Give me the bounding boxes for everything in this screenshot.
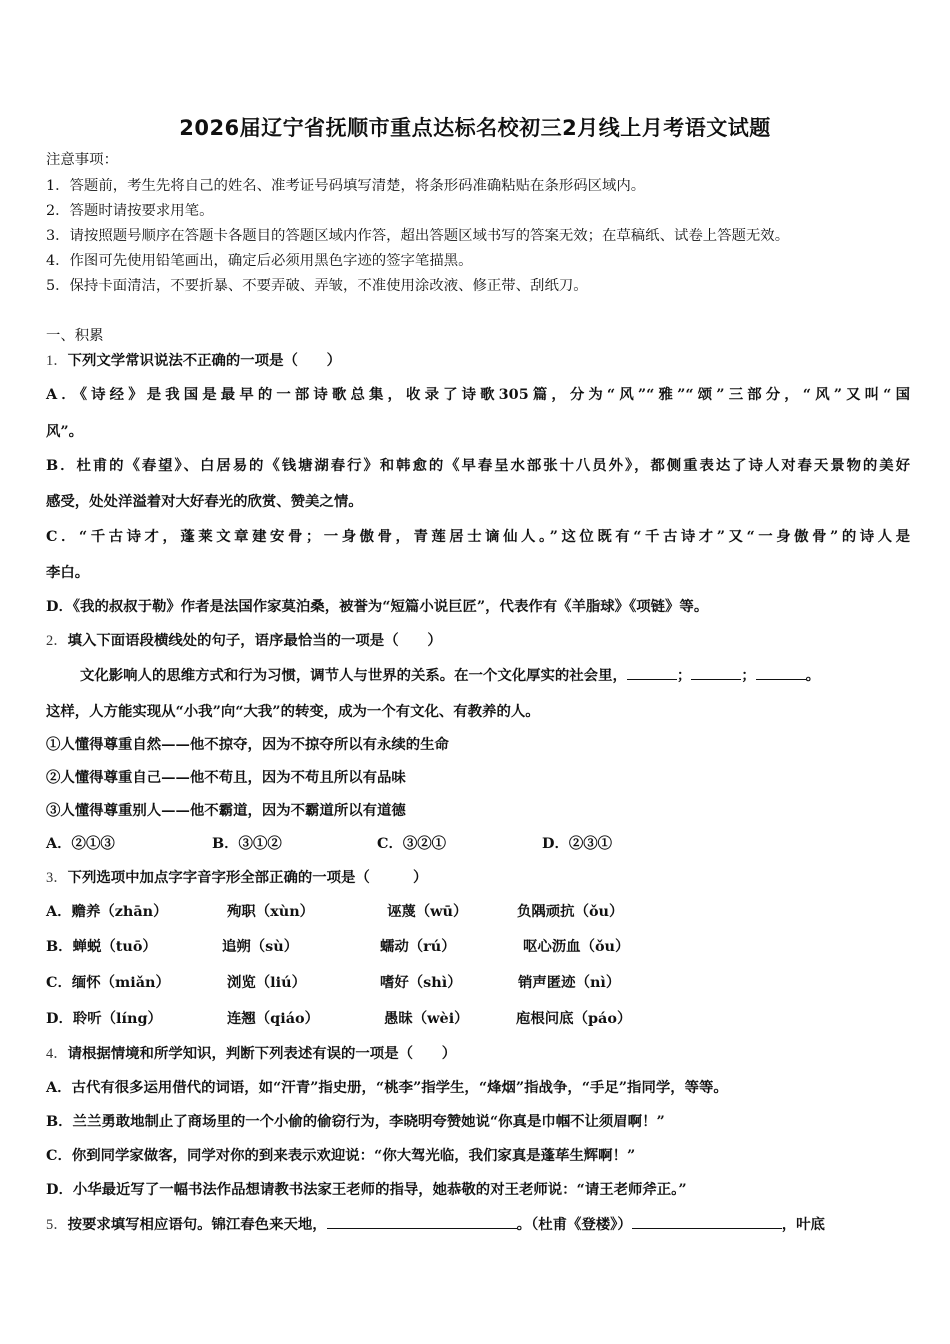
- notice-item: 4．作图可先使用铅笔画出，确定后必须用黑色字迹的签字笔描黑。: [46, 253, 473, 269]
- sentence-2: ②人懂得尊重自己——他不苟且，因为不苟且所以有品味: [46, 769, 406, 786]
- question-number: 2．: [46, 633, 68, 649]
- question-number: 1．: [46, 353, 68, 369]
- option-item: 愚昧（wèi）: [384, 1010, 469, 1027]
- option-c-cont: 李白。: [46, 564, 90, 581]
- notice-item: 3．请按照题号顺序在答题卡各题目的答题区域内作答，超出答题区域书写的答案无效；在草稿纸、试卷上答题无效。: [46, 228, 790, 244]
- option-b: B．蝉蜕（tuō）: [46, 938, 157, 955]
- fill-blank: [691, 665, 741, 680]
- option-item: 蠕动（rú）: [380, 938, 456, 955]
- sentence-3: ③人懂得尊重别人——他不霸道，因为不霸道所以有道德: [46, 802, 406, 819]
- notice-item: 5．保持卡面清洁，不要折暴、不要弄破、弄皱，不准使用涂改液、修正带、刮纸刀。: [46, 278, 588, 294]
- question-3-stem: 3．下列选项中加点字字音字形全部正确的一项是（ ）: [46, 869, 428, 886]
- option-d: D．②③①: [542, 835, 613, 852]
- notice-heading: 注意事项：: [46, 152, 118, 168]
- option-b: B．③①②: [212, 835, 282, 852]
- option-a-cont: 风”。: [46, 423, 84, 440]
- option-a: A．《诗经》是我国是最早的一部诗歌总集，收录了诗歌305篇，分为“风”“雅”“颂”三部分，“风”又叫“国: [46, 386, 910, 403]
- option-item: 负隅顽抗（ǒu）: [517, 903, 624, 920]
- option-a: A．②①③: [46, 835, 115, 852]
- option-a: A．赡养（zhān）: [46, 903, 168, 920]
- fill-blank: [756, 665, 806, 680]
- option-item: 庖根问底（páo）: [516, 1010, 632, 1027]
- option-b-cont: 感受，处处洋溢着对大好春光的欣赏、赞美之情。: [46, 493, 363, 510]
- question-number: 3．: [46, 870, 68, 886]
- option-item: 追朔（sù）: [222, 938, 299, 955]
- question-number: 4．: [46, 1046, 68, 1062]
- option-item: 浏览（liú）: [227, 974, 306, 991]
- passage-line: 文化影响人的思维方式和行为习惯，调节人与世界的关系。在一个文化厚实的社会里， ； ； 。: [80, 667, 821, 684]
- question-4-stem: 4．请根据情境和所学知识，判断下列表述有误的一项是（ ）: [46, 1045, 457, 1062]
- option-b: B．兰兰勇敢地制止了商场里的一个小偷的偷窃行为，李晓明夸赞她说“你真是巾帼不让须眉啊！”: [46, 1113, 665, 1130]
- question-2-stem: 2．填入下面语段横线处的句子，语序最恰当的一项是（ ）: [46, 632, 442, 649]
- option-item: 连翘（qiáo）: [227, 1010, 320, 1027]
- option-c: C．“千古诗才，蓬莱文章建安骨；一身傲骨，青莲居士谪仙人。”这位既有“千古诗才”又“一身傲骨”的诗人是: [46, 528, 910, 545]
- passage-line: 这样，人方能实现从“小我”向“大我”的转变，成为一个有文化、有教养的人。: [46, 703, 540, 720]
- option-c: C．你到同学家做客，同学对你的到来表示欢迎说：“你大驾光临，我们家真是蓬荜生辉啊！”: [46, 1147, 636, 1164]
- fill-blank: [327, 1214, 517, 1229]
- option-item: 嗜好（shì）: [380, 974, 462, 991]
- option-a: A．古代有很多运用借代的词语，如“汗青”指史册，“桃李”指学生，“烽烟”指战争，“手足”指同学，等等。: [46, 1079, 728, 1096]
- option-c: C．缅怀（miǎn）: [46, 974, 170, 991]
- option-item: 呕心沥血（ǒu）: [523, 938, 630, 955]
- section-heading: 一、积累: [46, 328, 104, 344]
- option-b: B．杜甫的《春望》、白居易的《钱塘湖春行》和韩愈的《早春呈水部张十八员外》，都侧重表达了诗人对春天景物的美好: [46, 457, 910, 474]
- option-d: D．小华最近写了一幅书法作品想请教书法家王老师的指导，她恭敬的对王老师说：“请王老师斧正。”: [46, 1181, 687, 1198]
- question-number: 5．: [46, 1217, 68, 1233]
- option-item: 殉职（xùn）: [227, 903, 315, 920]
- question-5-stem: 5．按要求填写相应语句。锦江春色来天地， 。（杜甫《登楼》） ，叶底: [46, 1216, 825, 1233]
- option-item: 诬蔑（wū）: [387, 903, 468, 920]
- fill-blank: [627, 665, 677, 680]
- option-d: D．《我的叔叔于勒》作者是法国作家莫泊桑，被誉为“短篇小说巨匠”，代表作有《羊脂球》《项链》等。: [46, 598, 709, 615]
- sentence-1: ①人懂得尊重自然——他不掠夺，因为不掠夺所以有永续的生命: [46, 736, 449, 753]
- option-c: C．③②①: [377, 835, 447, 852]
- notice-item: 1．答题前，考生先将自己的姓名、准考证号码填写清楚，将条形码准确粘贴在条形码区域内。: [46, 178, 646, 194]
- page-title: 2026届辽宁省抚顺市重点达标名校初三2月线上月考语文试题: [179, 116, 771, 140]
- option-d: D．聆听（líng）: [46, 1010, 162, 1027]
- notice-item: 2．答题时请按要求用笔。: [46, 203, 214, 219]
- option-item: 销声匿迹（nì）: [518, 974, 621, 991]
- question-1-stem: 1．下列文学常识说法不正确的一项是（ ）: [46, 352, 342, 369]
- fill-blank: [632, 1214, 782, 1229]
